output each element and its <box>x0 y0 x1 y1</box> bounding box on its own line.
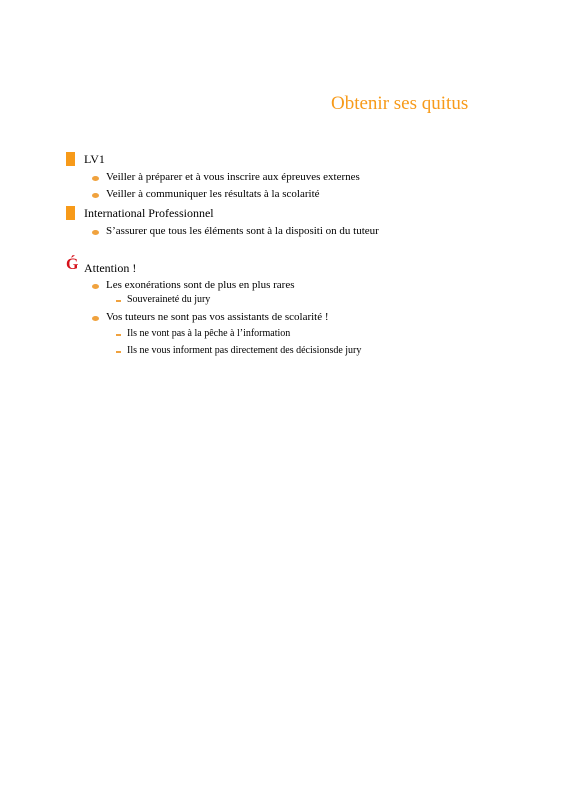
page-title: Obtenir ses quitus <box>331 93 469 114</box>
list-item: Les exonérations sont de plus en plus rares <box>106 279 295 291</box>
square-bullet-icon <box>66 206 75 220</box>
dot-bullet-icon <box>92 284 99 289</box>
dot-bullet-icon <box>92 316 99 321</box>
list-item: S’assurer que tous les éléments sont à la dispositi on du tuteur <box>106 225 379 237</box>
section-heading-lv1: LV1 <box>84 152 105 166</box>
dash-bullet-icon <box>116 334 121 336</box>
list-item: Veiller à préparer et à vous inscrire aux épreuves externes <box>106 171 360 183</box>
sub-list-item: Ils ne vont pas à la pêche à l’information <box>127 328 291 339</box>
list-item: Veiller à communiquer les résultats à la scolarité <box>106 188 320 200</box>
sub-list-item: Ils ne vous informent pas directement des décisionsde jury <box>127 345 362 356</box>
dot-bullet-icon <box>92 230 99 235</box>
dash-bullet-icon <box>116 300 121 302</box>
dot-bullet-icon <box>92 193 99 198</box>
attention-heading: Attention ! <box>84 261 137 275</box>
square-bullet-icon <box>66 152 75 166</box>
section-heading-international: International Professionnel <box>84 206 214 220</box>
dot-bullet-icon <box>92 176 99 181</box>
sub-list-item: Souveraineté du jury <box>127 294 211 305</box>
warning-icon: Ǵ <box>66 256 79 273</box>
dash-bullet-icon <box>116 351 121 353</box>
list-item: Vos tuteurs ne sont pas vos assistants de scolarité ! <box>106 311 329 323</box>
